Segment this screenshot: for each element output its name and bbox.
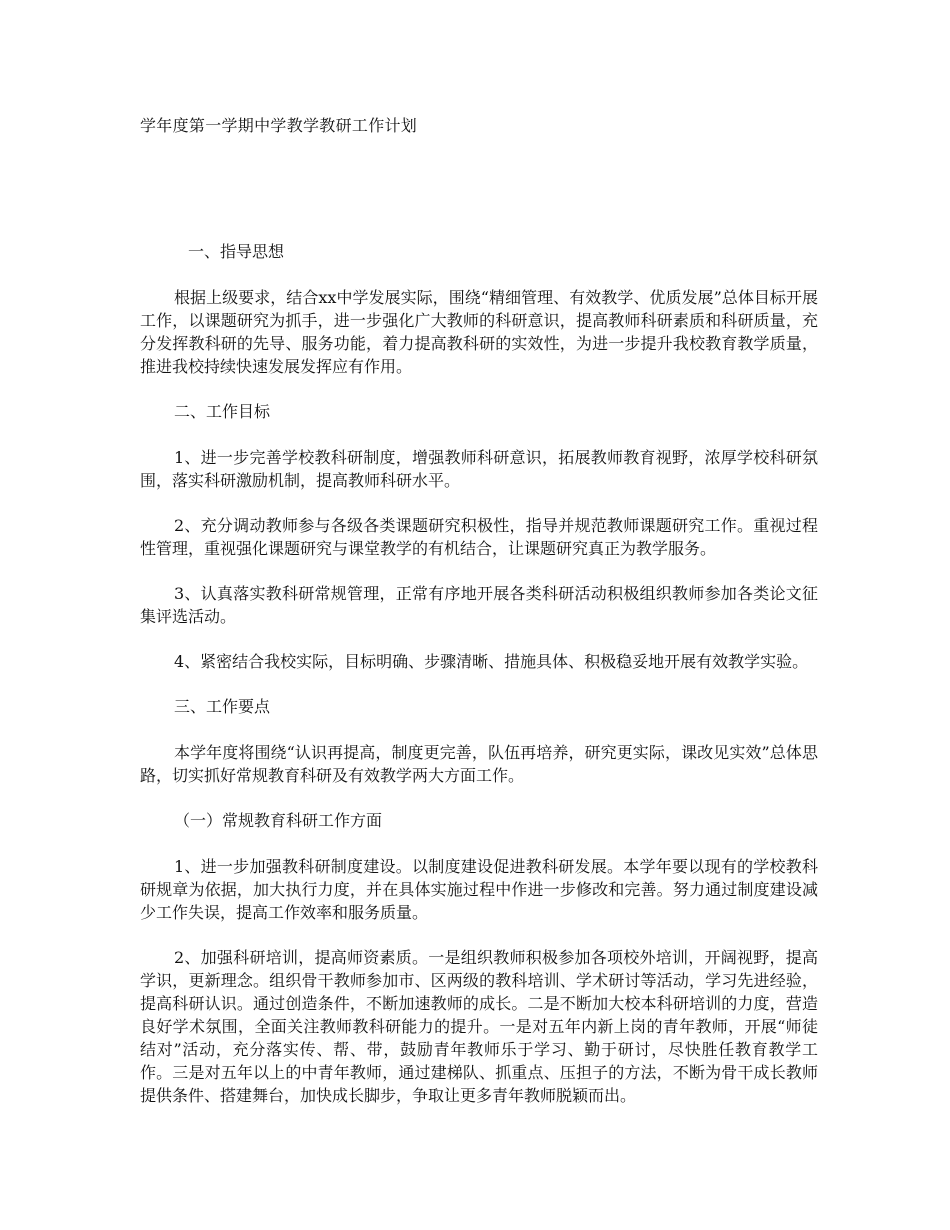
paragraph: 本学年度将围绕“认识再提高，制度更完善，队伍再培养，研究更实际，课改见实效”总体思路，切实抓好常规教育科研及有效教学两大方面工作。: [140, 743, 818, 785]
section-heading-guiding-ideology: 一、指导思想: [188, 242, 285, 261]
document-title: 学年度第一学期中学教学教研工作计划: [140, 116, 418, 135]
subsection-heading-routine-research: （一）常规教育科研工作方面: [174, 811, 383, 830]
paragraph: 根据上级要求，结合xx中学发展实际，围绕“精细管理、有效教学、优质发展”总体目标开展工作，以课题研究为抓手，进一步强化广大教师的科研意识，提高教师科研素质和科研质量，充分发挥教科研的先导、服务功能，着力提高教科研的实效性，为进一步提升我校教育教学质量，推进我校持续快速发展发挥应有作用。: [140, 288, 818, 376]
paragraph: 2、加强科研培训，提高师资素质。一是组织教师积极参加各项校外培训，开阔视野，提高学识，更新理念。组织骨干教师参加市、区两级的教科培训、学术研讨等活动，学习先进经验，提高科研认识。通过创造条件，不断加速教师的成长。二是不断加大校本科研培训的力度，营造良好学术氛围，全面关注教师教科研能力的提升。一是对五年内新上岗的青年教师，开展“师徒结对”活动，充分落实传、帮、带，鼓励青年教师乐于学习、勤于研讨，尽快胜任教育教学工作。三是对五年以上的中青年教师，通过建梯队、抓重点、压担子的方法，不断为骨干成长教师提供条件、搭建舞台，加快成长脚步，争取让更多青年教师脱颖而出。: [140, 948, 818, 1105]
paragraph: 2、充分调动教师参与各级各类课题研究积极性，指导并规范教师课题研究工作。重视过程性管理，重视强化课题研究与课堂教学的有机结合，让课题研究真正为教学服务。: [140, 516, 818, 558]
paragraph: 3、认真落实教科研常规管理，正常有序地开展各类科研活动积极组织教师参加各类论文征集评选活动。: [140, 584, 818, 626]
section-heading-work-points: 三、工作要点: [174, 697, 271, 716]
paragraph: 1、进一步加强教科研制度建设。以制度建设促进教科研发展。本学年要以现有的学校教科研规章为依据，加大执行力度，并在具体实施过程中作进一步修改和完善。努力通过制度建设减少工作失误，提高工作效率和服务质量。: [140, 857, 818, 922]
paragraph: 1、进一步完善学校教科研制度，增强教师科研意识，拓展教师教育视野，浓厚学校科研氛围，落实科研激励机制，提高教师科研水平。: [140, 448, 818, 490]
document-body: [140, 240, 818, 1129]
paragraph: 4、紧密结合我校实际，目标明确、步骤清晰、措施具体、积极稳妥地开展有效教学实验。: [174, 652, 809, 671]
section-heading-work-goals: 二、工作目标: [174, 402, 271, 421]
